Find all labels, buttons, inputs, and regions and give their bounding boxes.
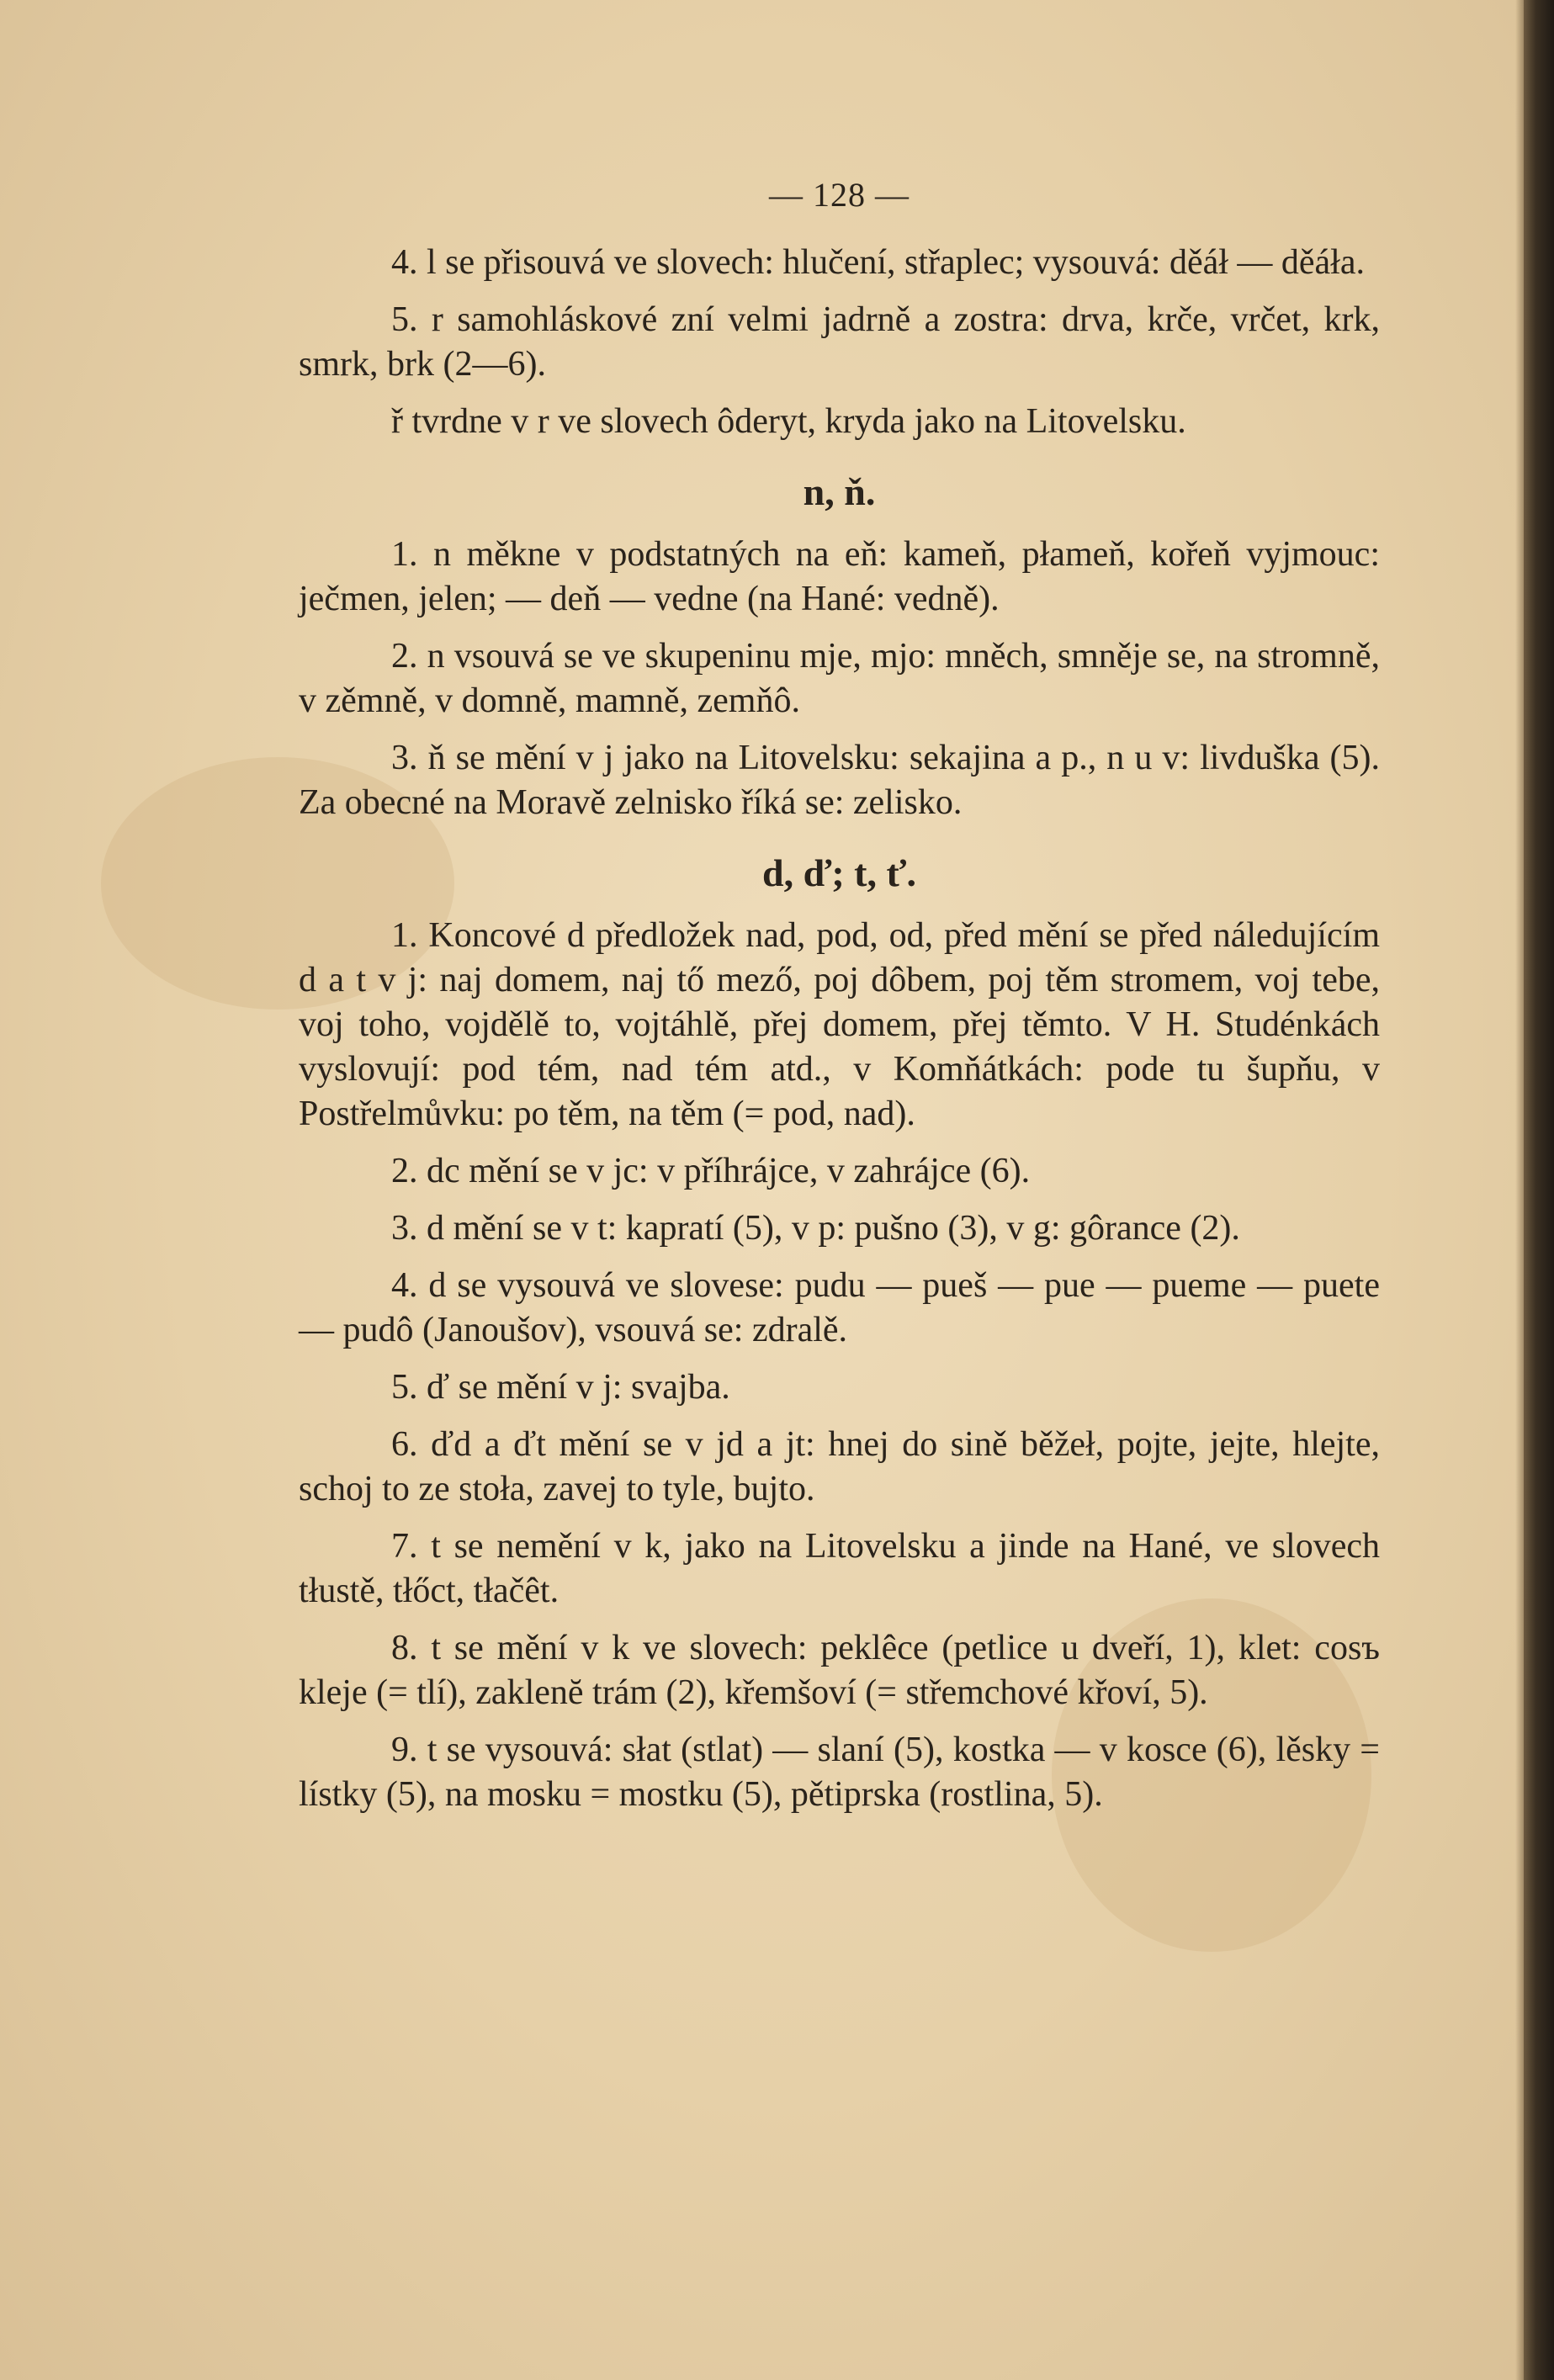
- paragraph: 2. n vsouvá se ve skupeninu mje, mjo: mněch, smněje se, na stromně, v zěmně, v domně, mamně, zemňô.: [299, 637, 1380, 720]
- book-spine: [1524, 0, 1554, 2380]
- paragraph: 1. Koncové d předložek nad, pod, od, před mění se před náledujícím d a t v j: naj domem, naj tő mező, poj dôbem, poj těm stromem, voj tebe, voj toho, vojdělě to, vojtáhlě, přej domem, přej těmto. V H. Studénkách vyslovují: pod tém, nad tém atd., v Komňátkách: pode tu šupňu, v Postřelmůvku: po těm, na těm (= pod, nad).: [299, 916, 1380, 1133]
- paragraph: 3. ň se mění v j jako na Litovelsku: sekajina a p., n u v: livduška (5). Za obecné na Moravě zelnisko říká se: zelisko.: [299, 739, 1380, 822]
- section-d-t: [299, 851, 1380, 1817]
- section-heading: d, ď; t, ť.: [762, 851, 916, 894]
- page-content: [299, 172, 1380, 1817]
- section-n: [299, 469, 1380, 825]
- paragraph: 5. ď se mění v j: svajba.: [391, 1368, 730, 1407]
- paragraph: 3. d mění se v t: kapratí (5), v p: pušno (3), v g: gôrance (2).: [391, 1209, 1240, 1248]
- page-edge-shadow: [1515, 0, 1524, 2380]
- paragraph: 7. t se nemění v k, jako na Litovelsku a jinde na Hané, ve slovech tłustě, tłőct, tłačêt.: [299, 1527, 1380, 1610]
- paragraph: 5. r samohláskové zní velmi jadrně a zostra: drva, krče, vrčet, krk, smrk, brk (2—6).: [299, 300, 1380, 384]
- paragraph: 1. n měkne v podstatných na eň: kameň, płameň, kořeň vyjmouc: ječmen, jelen; — deň — vedne (na Hané: vedně).: [299, 535, 1380, 618]
- section-l-r: [299, 241, 1380, 444]
- paragraph: 9. t se vysouvá: słat (stlat) — slaní (5), kostka — v kosce (6), lěsky = lístky (5), na mosku = mostku (5), pětiprska (rostlina, 5).: [299, 1731, 1380, 1814]
- paragraph: 8. t se mění v k ve slovech: peklêce (petlice u dveří, 1), klet: cosъ kleje (= tlí), zaklenĕ trám (2), křemšoví (= střemchové křoví, 5).: [299, 1629, 1380, 1712]
- paragraph: 2. dc mění se v jc: v příhrájce, v zahrájce (6).: [391, 1152, 1031, 1190]
- page-number: — 128 —: [769, 176, 910, 214]
- paragraph: 4. d se vysouvá ve slovese: pudu — pueš — pue — pueme — puete — pudô (Janoušov), vsouvá se: zdralě.: [299, 1266, 1380, 1349]
- section-heading: n, ň.: [803, 470, 876, 513]
- paragraph: 4. l se přisouvá ve slovech: hlučení, střaplec; vysouvá: děáł — děáła.: [391, 243, 1365, 282]
- paragraph: 6. ďd a ďt mění se v jd a jt: hnej do sině běžeł, pojte, jejte, hlejte, schoj to ze stoła, zavej to tyle, bujto.: [299, 1425, 1380, 1508]
- paragraph: ř tvrdne v r ve slovech ôderyt, kryda jako na Litovelsku.: [391, 402, 1186, 441]
